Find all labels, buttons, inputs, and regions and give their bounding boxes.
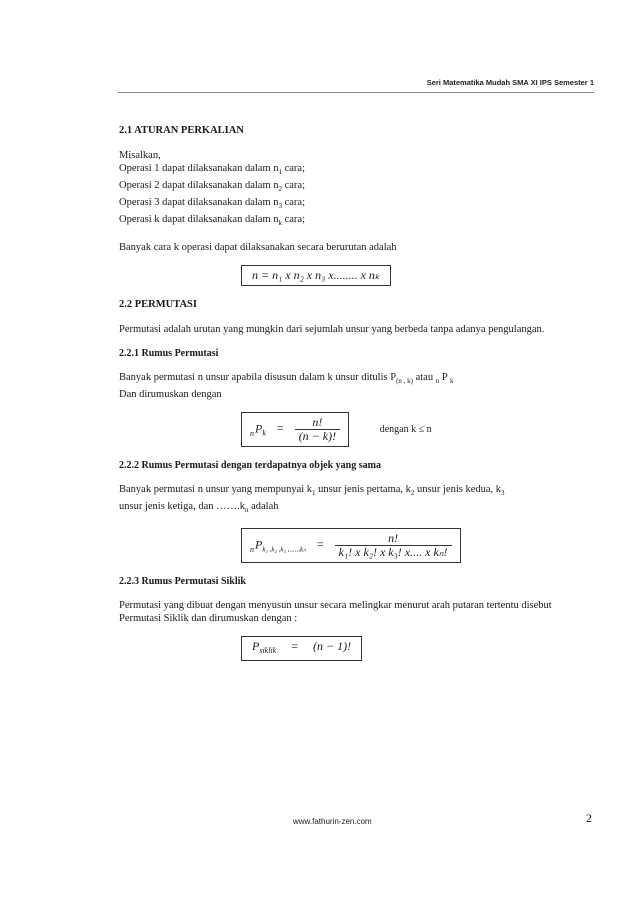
list-item: Operasi k dapat dilaksanakan dalam $n_k$ cara;	[119, 214, 306, 227]
condition-note: dengan k ≤ n	[379, 424, 432, 436]
list-intro: Misalkan,	[119, 150, 161, 161]
list-item: Operasi 2 dapat dilaksanakan dalam $n_2$ cara;	[119, 180, 306, 193]
formula-multiplication-rule	[241, 265, 589, 286]
formula-cyclic-permutation	[241, 636, 589, 661]
page-number: 2	[586, 811, 592, 825]
sequence-text: Banyak cara k operasi dapat dilaksanakan secara berurutan adalah	[119, 242, 397, 253]
permutation-definition: Permutasi adalah urutan yang mungkin dari sejumlah unsur yang berbeda tanpa adanya pengulangan.	[119, 324, 545, 335]
section-title-2-2: 2.2 PERMUTASI	[119, 299, 197, 310]
footer-url: www.fathurin-zen.com	[293, 817, 372, 826]
fraction: $\frac{n!}{(n - k)!}$	[295, 416, 340, 443]
section-title-2-2-1: 2.2.1 Rumus Permutasi	[119, 348, 219, 359]
running-header: Seri Matematika Mudah SMA XI IPS Semester 1	[426, 78, 594, 87]
cyclic-permutation-text: Permutasi yang dibuat dengan menyusun unsur secara melingkar menurut arah putaran tertentu disebut Permutasi Siklik dan dirumuskan dengan :	[119, 600, 552, 624]
fraction: $\frac{n!}{\text{k₁! x k₂! x k₃! x.... x kₙ!}}$	[335, 532, 452, 559]
formula-box: $_nP_{k_1 ,k_2 ,k_3 ,.....,k_n}$ = $\frac{n!}{\text{k₁! x k₂! x k₃! x.... x kₙ!}}$	[241, 528, 461, 563]
formula-permutation-same-objects	[241, 528, 589, 563]
formula-box: $_nP_k$ = $\frac{n!}{(n - k)!}$	[241, 412, 349, 447]
header-rule	[118, 92, 594, 93]
permutation-notation-text: Banyak permutasi n unsur apabila disusun dalam k unsur ditulis $P_{(n , k)}$ atau $_n$ P $_k$ Dan dirumuskan dengan	[119, 372, 454, 400]
formula-box: n = n₁ x n₂ x n₃ x........ x nₖ	[241, 265, 391, 286]
formula-box: $P_{siklik} = (n - 1)$!	[241, 636, 362, 661]
operations-list	[119, 149, 589, 230]
same-objects-text: Banyak permutasi n unsur yang mempunyai $k_1$ unsur jenis pertama, $k_2$ unsur jenis kedua, $k_3$ unsur jenis ketiga, dan $\dots\dots.k_n$ adalah	[119, 484, 505, 514]
section-title-2-2-2: 2.2.2 Rumus Permutasi dengan terdapatnya objek yang sama	[119, 460, 381, 471]
document-body	[119, 124, 589, 673]
section-title-2-1: 2.1 ATURAN PERKALIAN	[119, 125, 244, 136]
list-item: Operasi 1 dapat dilaksanakan dalam $n_1$ cara;	[119, 163, 306, 176]
section-title-2-2-3: 2.2.3 Rumus Permutasi Siklik	[119, 576, 246, 587]
list-item: Operasi 3 dapat dilaksanakan dalam $n_3$ cara;	[119, 197, 306, 210]
formula-permutation	[241, 412, 589, 447]
